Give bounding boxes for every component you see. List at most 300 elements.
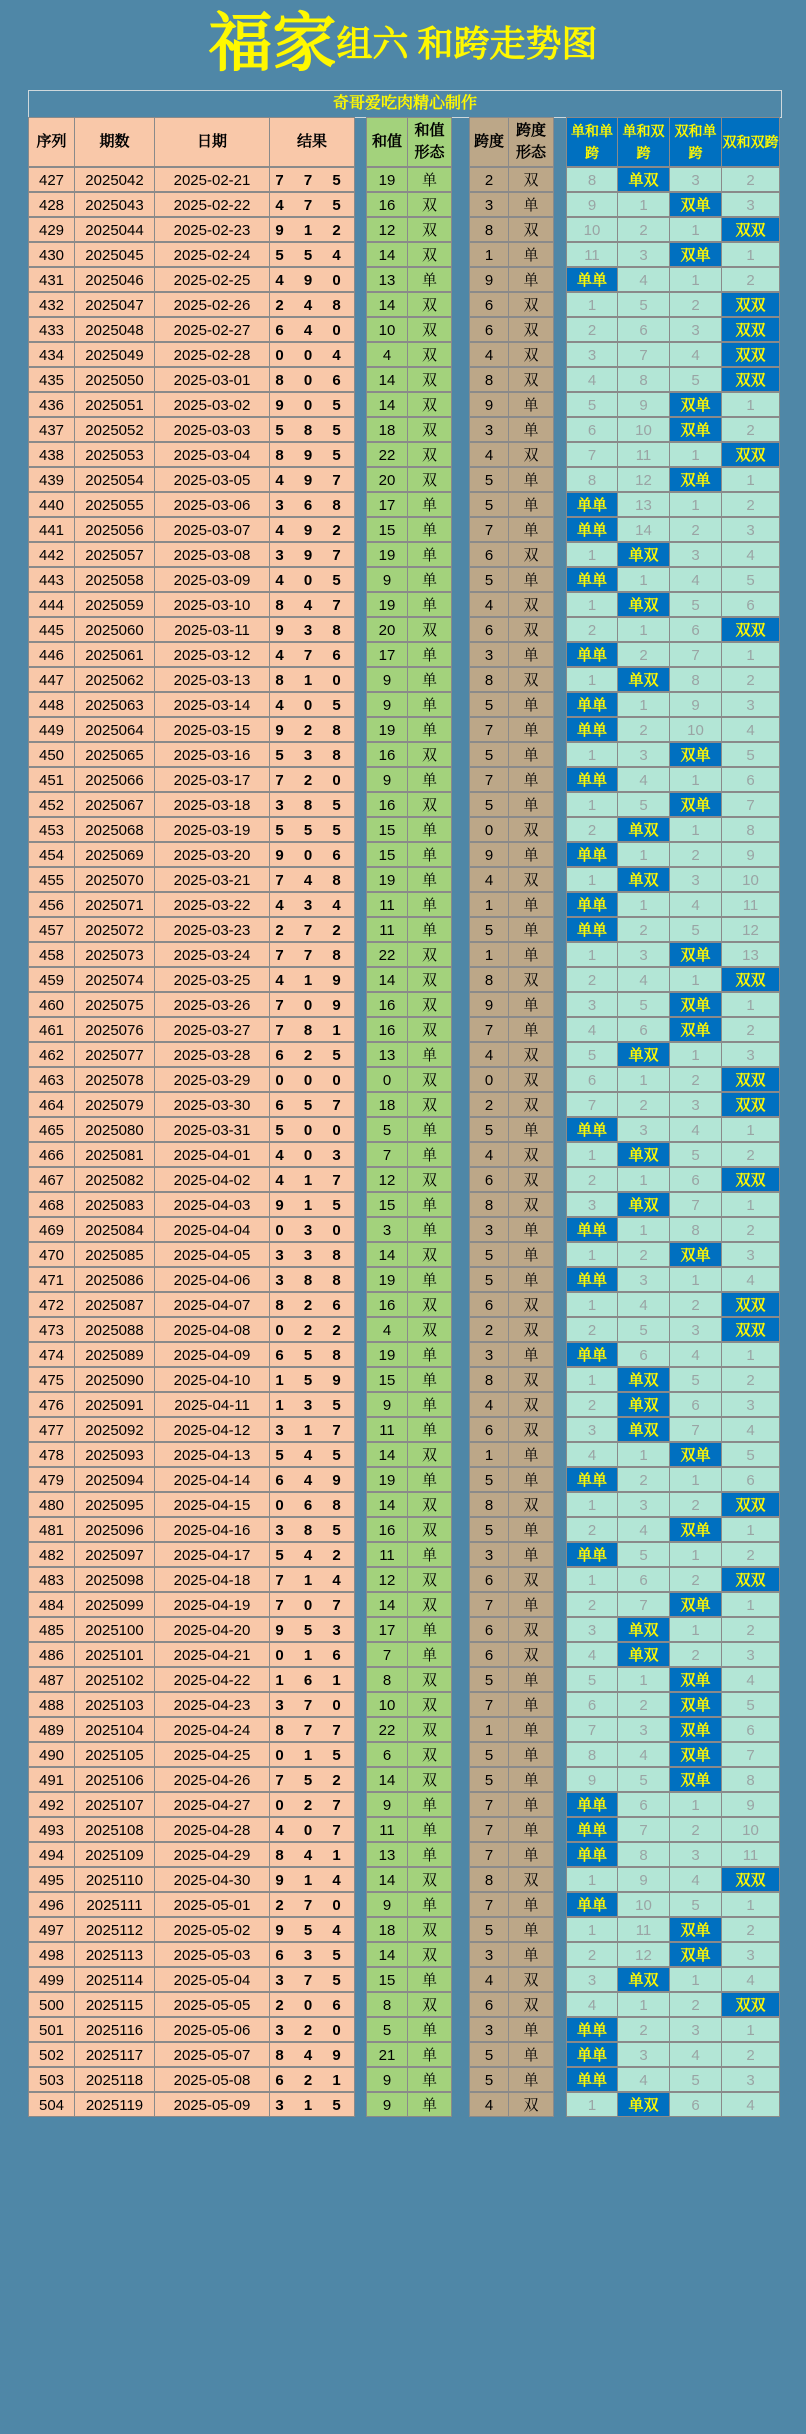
cell-span-form: 单 [509, 242, 554, 267]
cell-date: 2025-04-10 [155, 1367, 270, 1392]
cell-even-sum-even-span: 双双 [722, 342, 780, 367]
cell-even-sum-even-span: 12 [722, 917, 780, 942]
cell-result: 3 8 5 [270, 792, 355, 817]
cell-sum-form: 单 [408, 2067, 452, 2092]
cell-seq: 474 [28, 1342, 75, 1367]
header-odd-sum-odd-span: 单和单跨 [566, 117, 618, 167]
cell-span: 7 [469, 717, 509, 742]
cell-sum: 14 [366, 242, 408, 267]
cell-sum: 19 [366, 1467, 408, 1492]
cell-date: 2025-03-06 [155, 492, 270, 517]
cell-odd-sum-even-span: 4 [618, 1517, 670, 1542]
cell-sum-form: 双 [408, 967, 452, 992]
cell-date: 2025-04-13 [155, 1442, 270, 1467]
cell-sum-form: 双 [408, 1442, 452, 1467]
cell-even-sum-even-span: 6 [722, 1467, 780, 1492]
cell-result: 9 2 8 [270, 717, 355, 742]
cell-seq: 490 [28, 1742, 75, 1767]
cell-even-sum-even-span: 2 [722, 492, 780, 517]
cell-issue: 2025054 [75, 467, 155, 492]
cell-even-sum-even-span: 2 [722, 1217, 780, 1242]
cell-odd-sum-odd-span: 单单 [566, 2017, 618, 2042]
cell-odd-sum-odd-span: 2 [566, 817, 618, 842]
cell-seq: 463 [28, 1067, 75, 1092]
cell-odd-sum-even-span: 5 [618, 1767, 670, 1792]
cell-sum-form: 单 [408, 542, 452, 567]
cell-sum-form: 双 [408, 742, 452, 767]
cell-issue: 2025076 [75, 1017, 155, 1042]
cell-sum: 7 [366, 1142, 408, 1167]
cell-result: 7 2 0 [270, 767, 355, 792]
cell-seq: 488 [28, 1692, 75, 1717]
cell-even-sum-even-span: 1 [722, 642, 780, 667]
cell-span: 8 [469, 367, 509, 392]
cell-span-form: 双 [509, 1992, 554, 2017]
cell-even-sum-odd-span: 2 [670, 1067, 722, 1092]
cell-even-sum-even-span: 5 [722, 567, 780, 592]
cell-sum: 15 [366, 517, 408, 542]
cell-seq: 483 [28, 1567, 75, 1592]
cell-sum-form: 单 [408, 1792, 452, 1817]
cell-odd-sum-odd-span: 单单 [566, 1117, 618, 1142]
cell-sum-form: 双 [408, 1767, 452, 1792]
cell-sum: 14 [366, 1492, 408, 1517]
cell-seq: 476 [28, 1392, 75, 1417]
cell-even-sum-even-span: 9 [722, 1792, 780, 1817]
cell-result: 0 2 7 [270, 1792, 355, 1817]
cell-sum: 11 [366, 1542, 408, 1567]
cell-date: 2025-03-08 [155, 542, 270, 567]
cell-even-sum-odd-span: 2 [670, 842, 722, 867]
title-sub: 组六 和跨走势图 [336, 24, 598, 64]
cell-odd-sum-even-span: 2 [618, 917, 670, 942]
cell-even-sum-odd-span: 2 [670, 1292, 722, 1317]
cell-odd-sum-even-span: 9 [618, 1867, 670, 1892]
cell-span: 3 [469, 192, 509, 217]
cell-span: 6 [469, 1642, 509, 1667]
cell-span: 8 [469, 967, 509, 992]
cell-odd-sum-odd-span: 1 [566, 542, 618, 567]
header-span-form: 跨度形态 [509, 117, 554, 167]
cell-sum: 15 [366, 1367, 408, 1392]
cell-span: 7 [469, 1592, 509, 1617]
cell-result: 3 6 8 [270, 492, 355, 517]
cell-span-form: 单 [509, 1442, 554, 1467]
cell-result: 2 0 6 [270, 1992, 355, 2017]
cell-span-form: 双 [509, 667, 554, 692]
cell-result: 9 5 4 [270, 1917, 355, 1942]
cell-issue: 2025082 [75, 1167, 155, 1192]
cell-odd-sum-even-span: 10 [618, 417, 670, 442]
cell-result: 8 4 1 [270, 1842, 355, 1867]
cell-span-form: 双 [509, 1417, 554, 1442]
cell-sum-form: 双 [408, 367, 452, 392]
cell-even-sum-odd-span: 7 [670, 642, 722, 667]
cell-span-form: 单 [509, 767, 554, 792]
cell-result: 7 8 1 [270, 1017, 355, 1042]
header-sum-form: 和值形态 [408, 117, 452, 167]
cell-result: 0 2 2 [270, 1317, 355, 1342]
cell-odd-sum-odd-span: 6 [566, 417, 618, 442]
cell-sum-form: 单 [408, 1117, 452, 1142]
cell-sum-form: 双 [408, 992, 452, 1017]
cell-span-form: 双 [509, 1067, 554, 1092]
cell-issue: 2025116 [75, 2017, 155, 2042]
cell-odd-sum-even-span: 14 [618, 517, 670, 542]
cell-date: 2025-02-25 [155, 267, 270, 292]
cell-span: 1 [469, 1442, 509, 1467]
cell-span-form: 双 [509, 167, 554, 192]
cell-odd-sum-odd-span: 1 [566, 1492, 618, 1517]
cell-sum-form: 双 [408, 1667, 452, 1692]
cell-sum-form: 双 [408, 942, 452, 967]
cell-result: 4 1 7 [270, 1167, 355, 1192]
cell-even-sum-odd-span: 2 [670, 1492, 722, 1517]
cell-result: 1 6 1 [270, 1667, 355, 1692]
cell-issue: 2025115 [75, 1992, 155, 2017]
cell-result: 3 7 5 [270, 1967, 355, 1992]
cell-even-sum-even-span: 双双 [722, 1567, 780, 1592]
cell-span: 6 [469, 1617, 509, 1642]
cell-span: 4 [469, 592, 509, 617]
cell-odd-sum-odd-span: 单单 [566, 767, 618, 792]
cell-sum: 14 [366, 1442, 408, 1467]
cell-sum-form: 双 [408, 1017, 452, 1042]
cell-odd-sum-even-span: 单双 [618, 1367, 670, 1392]
cell-odd-sum-odd-span: 6 [566, 1692, 618, 1717]
cell-span-form: 双 [509, 442, 554, 467]
cell-issue: 2025091 [75, 1392, 155, 1417]
cell-issue: 2025058 [75, 567, 155, 592]
cell-odd-sum-odd-span: 5 [566, 392, 618, 417]
cell-even-sum-odd-span: 3 [670, 1092, 722, 1117]
cell-issue: 2025093 [75, 1442, 155, 1467]
cell-sum-form: 单 [408, 1342, 452, 1367]
cell-seq: 462 [28, 1042, 75, 1067]
cell-sum: 11 [366, 917, 408, 942]
cell-span-form: 双 [509, 1492, 554, 1517]
cell-odd-sum-even-span: 1 [618, 842, 670, 867]
cell-span-form: 双 [509, 1367, 554, 1392]
cell-span-form: 单 [509, 842, 554, 867]
cell-date: 2025-03-14 [155, 692, 270, 717]
cell-result: 5 8 5 [270, 417, 355, 442]
cell-sum-form: 双 [408, 242, 452, 267]
cell-sum-form: 双 [408, 467, 452, 492]
cell-issue: 2025068 [75, 817, 155, 842]
cell-span-form: 双 [509, 1317, 554, 1342]
cell-odd-sum-even-span: 1 [618, 1992, 670, 2017]
cell-sum-form: 双 [408, 617, 452, 642]
cell-even-sum-even-span: 双双 [722, 1317, 780, 1342]
cell-span: 1 [469, 892, 509, 917]
cell-seq: 467 [28, 1167, 75, 1192]
cell-odd-sum-even-span: 6 [618, 1567, 670, 1592]
cell-even-sum-even-span: 双双 [722, 1992, 780, 2017]
cell-seq: 501 [28, 2017, 75, 2042]
cell-odd-sum-odd-span: 1 [566, 1917, 618, 1942]
cell-odd-sum-odd-span: 单单 [566, 1467, 618, 1492]
cell-seq: 460 [28, 992, 75, 1017]
cell-even-sum-even-span: 4 [722, 1967, 780, 1992]
cell-even-sum-even-span: 4 [722, 1667, 780, 1692]
cell-even-sum-even-span: 6 [722, 767, 780, 792]
cell-odd-sum-even-span: 单双 [618, 1617, 670, 1642]
cell-even-sum-even-span: 2 [722, 1917, 780, 1942]
cell-span-form: 双 [509, 317, 554, 342]
cell-sum-form: 单 [408, 1542, 452, 1567]
cell-odd-sum-even-span: 9 [618, 392, 670, 417]
cell-seq: 487 [28, 1667, 75, 1692]
cell-odd-sum-even-span: 4 [618, 767, 670, 792]
cell-issue: 2025106 [75, 1767, 155, 1792]
cell-odd-sum-even-span: 1 [618, 1667, 670, 1692]
cell-odd-sum-odd-span: 1 [566, 1367, 618, 1392]
cell-even-sum-odd-span: 1 [670, 1267, 722, 1292]
cell-sum: 14 [366, 1942, 408, 1967]
cell-result: 4 0 7 [270, 1817, 355, 1842]
cell-sum-form: 双 [408, 1692, 452, 1717]
cell-result: 3 8 5 [270, 1517, 355, 1542]
cell-sum: 14 [366, 1767, 408, 1792]
cell-date: 2025-04-15 [155, 1492, 270, 1517]
cell-odd-sum-even-span: 3 [618, 742, 670, 767]
cell-even-sum-even-span: 1 [722, 1117, 780, 1142]
cell-sum: 15 [366, 817, 408, 842]
cell-odd-sum-even-span: 单双 [618, 1642, 670, 1667]
cell-sum-form: 单 [408, 2092, 452, 2117]
cell-span: 5 [469, 492, 509, 517]
cell-result: 3 7 0 [270, 1692, 355, 1717]
cell-odd-sum-odd-span: 2 [566, 1942, 618, 1967]
cell-even-sum-even-span: 4 [722, 2092, 780, 2117]
cell-span: 7 [469, 1817, 509, 1842]
cell-odd-sum-odd-span: 7 [566, 442, 618, 467]
cell-even-sum-odd-span: 双单 [670, 742, 722, 767]
cell-issue: 2025067 [75, 792, 155, 817]
cell-date: 2025-04-06 [155, 1267, 270, 1292]
cell-even-sum-even-span: 2 [722, 1142, 780, 1167]
cell-seq: 445 [28, 617, 75, 642]
header-issue: 期数 [75, 117, 155, 167]
cell-even-sum-even-span: 8 [722, 817, 780, 842]
cell-span-form: 单 [509, 1892, 554, 1917]
cell-span-form: 双 [509, 2092, 554, 2117]
cell-even-sum-odd-span: 1 [670, 1542, 722, 1567]
cell-result: 3 1 5 [270, 2092, 355, 2117]
cell-odd-sum-even-span: 4 [618, 1292, 670, 1317]
cell-date: 2025-04-20 [155, 1617, 270, 1642]
cell-sum: 9 [366, 567, 408, 592]
cell-odd-sum-odd-span: 1 [566, 867, 618, 892]
cell-date: 2025-04-22 [155, 1667, 270, 1692]
header-even-sum-even-span: 双和双跨 [722, 117, 780, 167]
cell-date: 2025-04-19 [155, 1592, 270, 1617]
cell-date: 2025-04-18 [155, 1567, 270, 1592]
cell-even-sum-even-span: 双双 [722, 1292, 780, 1317]
cell-result: 8 0 6 [270, 367, 355, 392]
cell-issue: 2025099 [75, 1592, 155, 1617]
cell-span: 9 [469, 842, 509, 867]
cell-seq: 469 [28, 1217, 75, 1242]
cell-odd-sum-odd-span: 单单 [566, 1542, 618, 1567]
cell-sum-form: 双 [408, 1717, 452, 1742]
cell-even-sum-even-span: 1 [722, 242, 780, 267]
cell-result: 4 1 9 [270, 967, 355, 992]
cell-even-sum-even-span: 7 [722, 1742, 780, 1767]
cell-even-sum-odd-span: 9 [670, 692, 722, 717]
cell-date: 2025-04-03 [155, 1192, 270, 1217]
cell-even-sum-odd-span: 双单 [670, 1692, 722, 1717]
cell-even-sum-odd-span: 1 [670, 1467, 722, 1492]
cell-date: 2025-03-07 [155, 517, 270, 542]
cell-result: 4 0 3 [270, 1142, 355, 1167]
cell-seq: 478 [28, 1442, 75, 1467]
cell-even-sum-odd-span: 双单 [670, 1717, 722, 1742]
cell-even-sum-odd-span: 1 [670, 442, 722, 467]
header-sum: 和值 [366, 117, 408, 167]
cell-date: 2025-03-17 [155, 767, 270, 792]
cell-sum: 14 [366, 1592, 408, 1617]
cell-odd-sum-even-span: 6 [618, 317, 670, 342]
cell-seq: 456 [28, 892, 75, 917]
cell-issue: 2025092 [75, 1417, 155, 1442]
cell-odd-sum-odd-span: 1 [566, 942, 618, 967]
cell-span-form: 双 [509, 867, 554, 892]
cell-seq: 459 [28, 967, 75, 992]
cell-date: 2025-03-29 [155, 1067, 270, 1092]
cell-odd-sum-odd-span: 单单 [566, 692, 618, 717]
cell-seq: 486 [28, 1642, 75, 1667]
cell-even-sum-even-span: 双双 [722, 292, 780, 317]
cell-sum-form: 单 [408, 1617, 452, 1642]
header-date: 日期 [155, 117, 270, 167]
cell-sum: 22 [366, 942, 408, 967]
cell-date: 2025-04-12 [155, 1417, 270, 1442]
cell-sum-form: 双 [408, 317, 452, 342]
cell-odd-sum-odd-span: 5 [566, 1042, 618, 1067]
cell-odd-sum-odd-span: 单单 [566, 717, 618, 742]
cell-span-form: 双 [509, 1967, 554, 1992]
cell-issue: 2025095 [75, 1492, 155, 1517]
header-span: 跨度 [469, 117, 509, 167]
cell-result: 6 2 1 [270, 2067, 355, 2092]
cell-even-sum-odd-span: 双单 [670, 392, 722, 417]
cell-odd-sum-odd-span: 1 [566, 792, 618, 817]
cell-issue: 2025046 [75, 267, 155, 292]
cell-odd-sum-even-span: 单双 [618, 1392, 670, 1417]
cell-odd-sum-odd-span: 4 [566, 1442, 618, 1467]
cell-odd-sum-even-span: 6 [618, 1792, 670, 1817]
cell-odd-sum-odd-span: 单单 [566, 842, 618, 867]
cell-sum: 14 [366, 292, 408, 317]
cell-odd-sum-even-span: 3 [618, 1492, 670, 1517]
cell-odd-sum-even-span: 7 [618, 1817, 670, 1842]
cell-result: 7 7 5 [270, 167, 355, 192]
cell-span-form: 单 [509, 467, 554, 492]
cell-even-sum-even-span: 2 [722, 167, 780, 192]
cell-span: 6 [469, 542, 509, 567]
cell-sum-form: 双 [408, 1292, 452, 1317]
cell-sum-form: 双 [408, 392, 452, 417]
cell-date: 2025-04-09 [155, 1342, 270, 1367]
cell-issue: 2025059 [75, 592, 155, 617]
cell-even-sum-odd-span: 4 [670, 892, 722, 917]
cell-odd-sum-even-span: 6 [618, 1342, 670, 1367]
cell-span: 7 [469, 1792, 509, 1817]
cell-span-form: 单 [509, 517, 554, 542]
cell-result: 8 1 0 [270, 667, 355, 692]
cell-issue: 2025096 [75, 1517, 155, 1542]
cell-even-sum-even-span: 13 [722, 942, 780, 967]
cell-sum-form: 单 [408, 1192, 452, 1217]
cell-issue: 2025101 [75, 1642, 155, 1667]
cell-span-form: 双 [509, 1392, 554, 1417]
cell-span: 3 [469, 1942, 509, 1967]
cell-seq: 450 [28, 742, 75, 767]
cell-even-sum-odd-span: 双单 [670, 992, 722, 1017]
cell-sum: 19 [366, 717, 408, 742]
cell-issue: 2025080 [75, 1117, 155, 1142]
cell-odd-sum-even-span: 7 [618, 342, 670, 367]
cell-issue: 2025063 [75, 692, 155, 717]
cell-span: 8 [469, 1492, 509, 1517]
cell-span: 5 [469, 1742, 509, 1767]
cell-span: 7 [469, 517, 509, 542]
cell-even-sum-odd-span: 3 [670, 542, 722, 567]
cell-span-form: 单 [509, 417, 554, 442]
cell-seq: 428 [28, 192, 75, 217]
cell-odd-sum-odd-span: 2 [566, 1517, 618, 1542]
cell-even-sum-odd-span: 4 [670, 1867, 722, 1892]
cell-span-form: 双 [509, 1092, 554, 1117]
cell-date: 2025-04-27 [155, 1792, 270, 1817]
cell-odd-sum-even-span: 3 [618, 1267, 670, 1292]
cell-odd-sum-odd-span: 3 [566, 1192, 618, 1217]
cell-odd-sum-odd-span: 2 [566, 1592, 618, 1617]
cell-result: 3 1 7 [270, 1417, 355, 1442]
cell-result: 8 4 9 [270, 2042, 355, 2067]
cell-sum: 13 [366, 1842, 408, 1867]
cell-even-sum-odd-span: 1 [670, 1617, 722, 1642]
cell-odd-sum-odd-span: 6 [566, 1067, 618, 1092]
cell-sum: 17 [366, 492, 408, 517]
cell-odd-sum-even-span: 1 [618, 1442, 670, 1467]
cell-sum-form: 双 [408, 1067, 452, 1092]
cell-date: 2025-04-02 [155, 1167, 270, 1192]
cell-date: 2025-03-26 [155, 992, 270, 1017]
cell-seq: 432 [28, 292, 75, 317]
cell-even-sum-even-span: 10 [722, 867, 780, 892]
cell-date: 2025-02-24 [155, 242, 270, 267]
cell-date: 2025-04-01 [155, 1142, 270, 1167]
cell-date: 2025-03-03 [155, 417, 270, 442]
cell-span: 6 [469, 1417, 509, 1442]
cell-even-sum-odd-span: 双单 [670, 467, 722, 492]
cell-issue: 2025074 [75, 967, 155, 992]
cell-span: 5 [469, 917, 509, 942]
cell-span-form: 单 [509, 792, 554, 817]
cell-result: 0 6 8 [270, 1492, 355, 1517]
cell-date: 2025-03-21 [155, 867, 270, 892]
cell-odd-sum-odd-span: 单单 [566, 642, 618, 667]
cell-result: 0 0 4 [270, 342, 355, 367]
cell-seq: 433 [28, 317, 75, 342]
cell-result: 6 5 7 [270, 1092, 355, 1117]
cell-even-sum-odd-span: 3 [670, 2017, 722, 2042]
cell-odd-sum-odd-span: 2 [566, 1167, 618, 1192]
cell-even-sum-even-span: 3 [722, 1042, 780, 1067]
